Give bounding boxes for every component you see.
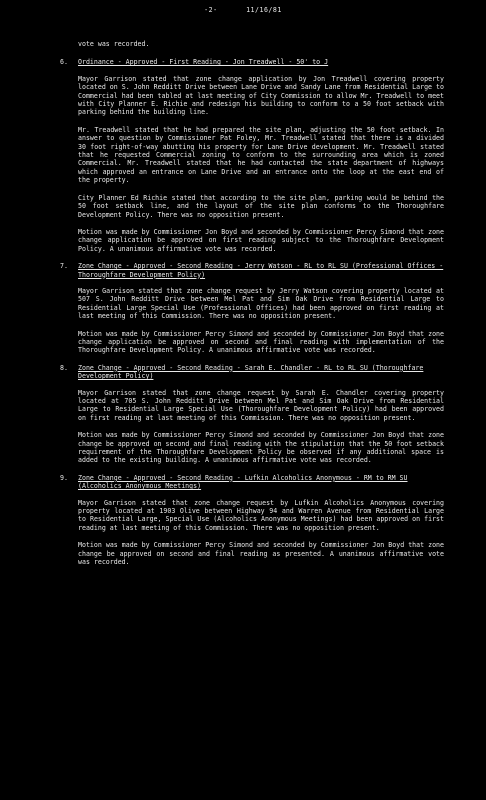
paragraph: Mayor Garrison stated that zone change request by Lufkin Alcoholics Anonymous covering property located at 1903 Olive between Highway 94 and Warren Avenue from Residential Large to Residential Large, Special Use (Alcoholics Anonymous Meetings) had been approved on first reading at last meeting of this Commission. There was no opposition present. xyxy=(78,498,444,532)
item-title: Zone Change - Approved - Second Reading - Lufkin Alcoholics Anonymous - RM to RM SU (Alcoholics Anonymous Meetings) xyxy=(78,473,408,491)
paragraph: Motion was made by Commissioner Percy Simond and seconded by Commissioner Jon Boyd that zone change be approved on second and final reading with the stipulation that the 50 foot setback requirement of the Thoroughfare Development Policy be observed if any additional space is added to the existing building. A unanimous affirmative vote was recorded. xyxy=(78,431,444,465)
item-title: Zone Change - Approved - Second Reading - Sarah E. Chandler - RL to RL SU (Thoroughfare Development Policy) xyxy=(78,363,424,381)
paragraph: Motion was made by Commissioner Jon Boyd and seconded by Commissioner Percy Simond that zone change application be approved on first reading subject to the Thoroughfare Development Policy. A unanimous affirmative vote was recorded. xyxy=(78,227,444,253)
agenda-item-9 xyxy=(60,474,444,491)
item-number: 8. xyxy=(60,363,68,372)
paragraph: Motion was made by Commissioner Percy Simond and seconded by Commissioner Jon Boyd that zone change application be approved on second and final reading with implementation of the Thoroughfare Development Policy. A unanimous affirmative vote was recorded. xyxy=(78,329,444,355)
item-number: 6. xyxy=(60,58,68,67)
item-number: 9. xyxy=(60,473,68,482)
paragraph: Mayor Garrison stated that zone change request by Sarah E. Chandler covering property located at 705 S. John Redditt Drive between Mel Pat and Sim Oak Drive from Residential Large to Residential Large Special Use (Thoroughfare Development Policy) had been approved on first reading at last meeting of this Commission. There was no opposition present. xyxy=(78,388,444,422)
page-number: -2- xyxy=(204,6,218,14)
paragraph: Motion was made by Commissioner Percy Simond and seconded by Commissioner Jon Boyd that zone change be approved on second and final reading as presented. A unanimous affirmative vote was recorded. xyxy=(78,541,444,567)
page-header xyxy=(0,6,486,14)
agenda-item-7 xyxy=(60,262,444,279)
paragraph: Mr. Treadwell stated that he had prepared the site plan, adjusting the 50 foot setback. In answer to question by Commissioner Pat Foley, Mr. Treadwell stated that there is a divided 30 foot right-of-way abutting his property for Lane Drive development. Mr. Treadwell stated that he requested Commercial zoning to conform to the surrounding area which is zoned Commercial. Mr. Treadwell stated that he had contacted the state department of highways which approved an entrance on Lane Drive and an entrance onto the loop at the east end of the property. xyxy=(78,125,444,185)
continuation-text: vote was recorded. xyxy=(78,40,150,48)
page-date: 11/16/81 xyxy=(246,6,282,14)
paragraph: Mayor Garrison stated that zone change application by Jon Treadwell covering property located on S. John Redditt Drive between Lane Drive and Sandy Lane from Residential Large to Commercial had been tabled at last meeting of City Commission to allow Mr. Treadwell to meet with City Planner E. Richie and redesign his building to conform to a 50 foot setback with parking behind the building line. xyxy=(78,74,444,117)
item-title: Zone Change - Approved - Second Reading - Jerry Watson - RL to RL SU (Professional Offices - Thoroughfare Development Policy) xyxy=(78,262,444,279)
minutes-body xyxy=(60,40,444,576)
paragraph: City Planner Ed Richie stated that according to the site plan, parking would be behind the 50 foot setback line, and the layout of the site plan conforms to the Thoroughfare Development Policy. There was no opposition present. xyxy=(78,193,444,219)
item-title: Ordinance - Approved - First Reading - Jon Treadwell - 50' to J xyxy=(78,58,329,67)
agenda-item-8 xyxy=(60,364,444,381)
agenda-item-6 xyxy=(60,58,444,66)
paragraph: Mayor Garrison stated that zone change request by Jerry Watson covering property located at 507 S. John Redditt Drive between Mel Pat and Sim Oak Drive from Residential Large to Residential Large Special Use (Professional Offices) had been approved on first reading at last meeting of this Commission. There was no opposition present. xyxy=(78,286,444,321)
item-number: 7. xyxy=(60,262,68,271)
